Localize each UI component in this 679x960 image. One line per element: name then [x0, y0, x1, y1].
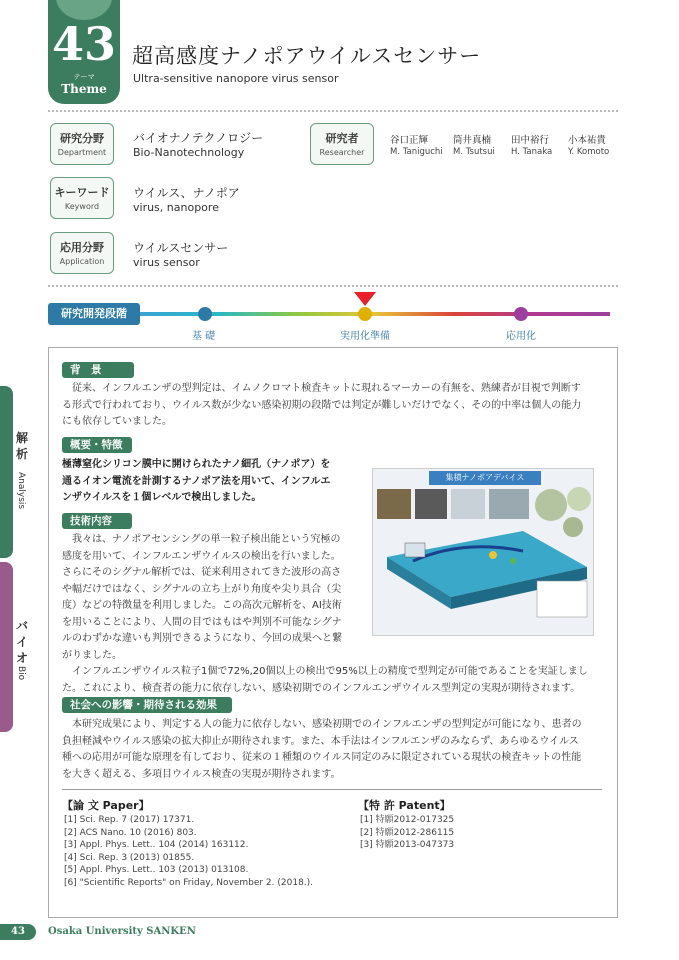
theme-badge [48, 0, 120, 104]
papers-heading: 【論 文 Paper】 [62, 799, 150, 812]
text-line: にも依存していました。 [62, 416, 172, 427]
researcher-tag-en: Researcher [319, 148, 365, 157]
text-line: 我々は、ナノポアセンシングの単一粒子検出能という究極の [72, 534, 341, 545]
text-line: 感度を用いて、インフルエンザウイルスの検出を行いました。 [62, 550, 341, 562]
text-line: を大きく超える、多項目ウイルス検査の実現が期待されます。 [62, 768, 341, 780]
field-tag-jp: 研究分野 [60, 132, 104, 145]
text-line: 通るイオン電流を計測するナノポア法を用いて、インフルエ [62, 475, 331, 487]
application-tag [50, 232, 114, 274]
technology-text [62, 532, 362, 664]
footer-institution: Osaka University SANKEN [48, 926, 196, 937]
side-label-bio-jp: バイオ [16, 619, 29, 665]
text-line: を用いることにより、人間の目ではもはや判別不可能なシグナ [62, 616, 342, 628]
text-line: 極薄窒化シリコン膜中に開けられたナノ細孔（ナノポア）を [62, 459, 331, 470]
keyword-tag-en: Keyword [64, 202, 100, 211]
application-tag-en: Application [59, 257, 105, 266]
keyword-tag [50, 177, 114, 219]
application-value-en: virus sensor [133, 256, 200, 269]
stage-label: 研究開発段階 [48, 303, 140, 325]
section-head-technology: 技術内容 [62, 513, 132, 529]
text-line: る形式で行われており、ウイルス数が少ない感染初期の段階では判定が難しいだけでなく、その的中率は個人の能力 [62, 399, 582, 411]
text-line: インフルエンザウイルス粒子1個で72%,20個以上の検出で95%以上の精度で型判定が可能であることを実証しまし [72, 666, 588, 677]
text-line: ルのわずかな違いも判別できるようになり、今回の成果へと繋 [62, 633, 342, 644]
text-line: さらにそのシグナル解析では、従来利用されてきた波形の高さ [62, 567, 342, 578]
stage-step-preparation: 実用化準備 [340, 331, 390, 342]
nanopore-device-figure [372, 468, 594, 636]
theme-label-jp: テーマ [73, 73, 95, 81]
paper-item: [4] Sci. Rep. 3 (2013) 01855. [64, 852, 195, 863]
stage-dot-applied [514, 307, 528, 321]
field-value-en: Bio-Nanotechnology [133, 146, 245, 159]
side-label-analysis-en: Analysis [16, 472, 26, 510]
researcher-name-en: M. Taniguchi [390, 147, 443, 157]
impact-text [62, 717, 610, 783]
researcher-name-en: M. Tsutsui [453, 147, 495, 157]
page-subtitle: Ultra-sensitive nanopore virus sensor [133, 72, 339, 85]
nanopore-device-illustration [373, 469, 594, 636]
technology-result-text [62, 664, 610, 697]
overview-text [62, 457, 362, 507]
patent-item: [1] 特願2012-017325 [360, 815, 455, 825]
theme-number: 43 [51, 17, 116, 71]
researcher-name-en: H. Tanaka [511, 147, 553, 157]
side-label-bio-en: Bio [16, 666, 26, 681]
text-line: や幅だけではなく、シグナルの立ち上がり角度や尖り具合（尖 [62, 583, 342, 595]
text-line: 負担軽減やウイルス感染の拡大抑止が期待されます。また、本手法はインフルエンザのみならず、あらゆるウイルス [62, 735, 579, 747]
patent-item: [2] 特願2012-286115 [360, 827, 455, 838]
figure-title: 集積ナノポアデバイス [429, 471, 541, 485]
side-tab-bio [0, 562, 13, 732]
text-line: た。これにより、検査者の能力に依存しない、感染初期でのインフルエンザウイルス型判定の実現が期待されます。 [62, 682, 581, 694]
divider [48, 285, 618, 287]
field-value-jp: バイオナノテクノロジー [133, 131, 264, 145]
text-line: がりました。 [62, 649, 122, 661]
researcher-name-jp: 田中裕行 [511, 135, 550, 146]
researcher-name-jp: 筒井真楠 [453, 135, 492, 146]
keyword-value-jp: ウイルス、ナノポア [133, 186, 240, 200]
stage-step-basic: 基 礎 [192, 331, 216, 342]
section-head-background: 背 景 [62, 362, 134, 378]
stage-step-applied: 応用化 [506, 331, 536, 342]
side-tab-analysis [0, 386, 13, 558]
text-line: 従来、インフルエンザの型判定は、イムノクロマト検査キットに現れるマーカーの有無を、熟練者が目視で判断す [72, 383, 581, 394]
field-tag [50, 123, 114, 165]
researcher-name-en: Y. Komoto [568, 147, 610, 157]
background-text [62, 381, 610, 431]
keyword-value-en: virus, nanopore [133, 201, 219, 214]
text-line: 種への応用が可能な原理を有しており、従来の１種類のウイルス同定のみに限定されている現状の検査キットの性能 [62, 752, 582, 763]
paper-item: [6] "Scientific Reports" on Friday, November 2. (2018.). [64, 877, 314, 888]
stage-dot-preparation [358, 307, 372, 321]
theme-label-en: Theme [61, 82, 107, 96]
researcher-tag [310, 123, 374, 165]
text-line: 度）などの特徴量を利用しました。この高次元解析を、AI技術 [62, 600, 342, 611]
paper-item: [2] ACS Nano. 10 (2016) 803. [64, 827, 197, 838]
application-tag-jp: 応用分野 [60, 241, 104, 254]
patent-item: [3] 特願2013-047373 [360, 840, 455, 851]
paper-item: [3] Appl. Phys. Lett.. 104 (2014) 163112. [64, 840, 249, 851]
stage-dot-basic [198, 307, 212, 321]
side-label-analysis-jp: 解 析 [16, 431, 29, 461]
section-head-impact: 社会への影響・期待される効果 [62, 697, 232, 713]
researcher-name-jp: 小本祐貴 [568, 135, 607, 146]
paper-item: [1] Sci. Rep. 7 (2017) 17371. [64, 815, 195, 825]
current-stage-marker-icon [354, 292, 376, 306]
application-value-jp: ウイルスセンサー [133, 241, 229, 255]
divider [48, 110, 618, 112]
page-title: 超高感度ナノポアウイルスセンサー [132, 44, 482, 68]
text-line: ンザウイルスを１個レベルで検出しました。 [62, 492, 262, 503]
divider [62, 789, 602, 790]
papers-list [64, 814, 344, 890]
patents-heading: 【特 許 Patent】 [358, 799, 451, 812]
section-head-overview: 概要・特徴 [62, 437, 132, 453]
researcher-tag-jp: 研究者 [325, 132, 359, 145]
researcher-name-jp: 谷口正輝 [390, 135, 429, 146]
page-number: 43 [0, 924, 36, 940]
keyword-tag-jp: キーワード [54, 186, 110, 199]
paper-item: [5] Appl. Phys. Lett.. 103 (2013) 013108. [64, 865, 249, 876]
field-tag-en: Department [57, 148, 107, 157]
text-line: 本研究成果により、判定する人の能力に依存しない、感染初期でのインフルエンザの型判定が可能になり、患者の [72, 719, 582, 730]
patents-list [360, 814, 560, 852]
